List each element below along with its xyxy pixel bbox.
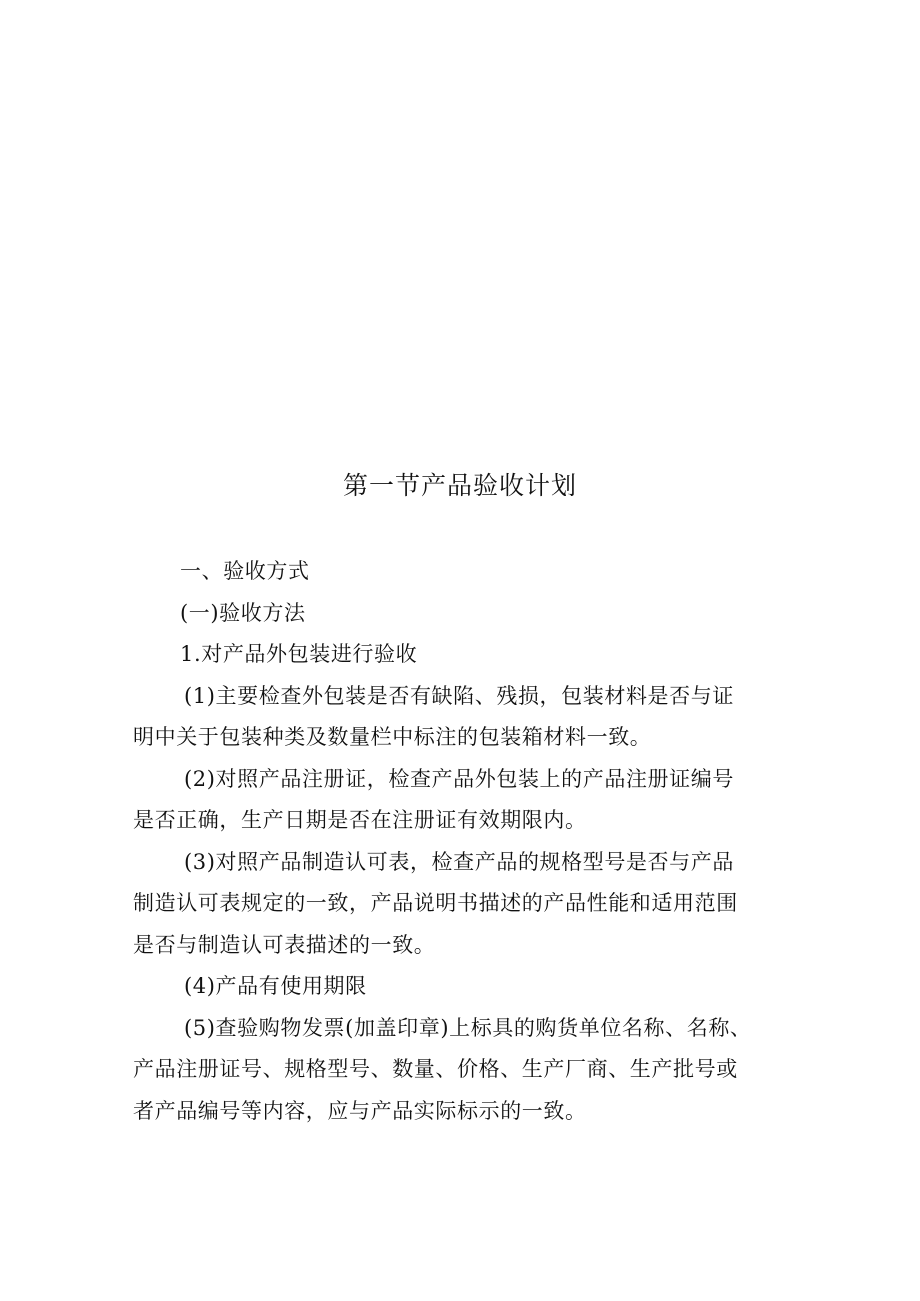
paragraph-line: 产品注册证号、规格型号、数量、价格、生产厂商、生产批号或 [133, 1057, 738, 1081]
paragraph-line: (5)查验购物发票(加盖印章)上标具的购货单位名称、名称、 [184, 1015, 752, 1040]
paragraph-line: (2)对照产品注册证，检查产品外包装上的产品注册证编号 [184, 766, 734, 791]
paragraph-line: 是否正确，生产日期是否在注册证有效期限内。 [133, 808, 587, 832]
paragraph-line: 者产品编号等内容，应与产品实际标示的一致。 [133, 1098, 587, 1123]
paragraph-line: (3)对照产品制造认可表，检查产品的规格型号是否与产品 [184, 849, 734, 874]
paragraph-line: (4)产品有使用期限 [184, 974, 367, 998]
item-heading: 1.对产品外包装进行验收 [180, 642, 418, 666]
paragraph-line: (1)主要检查外包装是否有缺陷、残损，包装材料是否与证 [184, 683, 734, 708]
page-title: 第一节产品验收计划 [342, 471, 577, 500]
paragraph-line: 制造认可表规定的一致，产品说明书描述的产品性能和适用范围 [133, 891, 738, 915]
paragraph-line: 是否与制造认可表描述的一致。 [133, 932, 436, 957]
body-text [133, 551, 793, 1132]
subsection-heading: (一)验收方法 [180, 600, 306, 625]
section-heading: 一、验收方式 [180, 559, 310, 583]
paragraph-line: 明中关于包装种类及数量栏中标注的包装箱材料一致。 [133, 725, 652, 749]
